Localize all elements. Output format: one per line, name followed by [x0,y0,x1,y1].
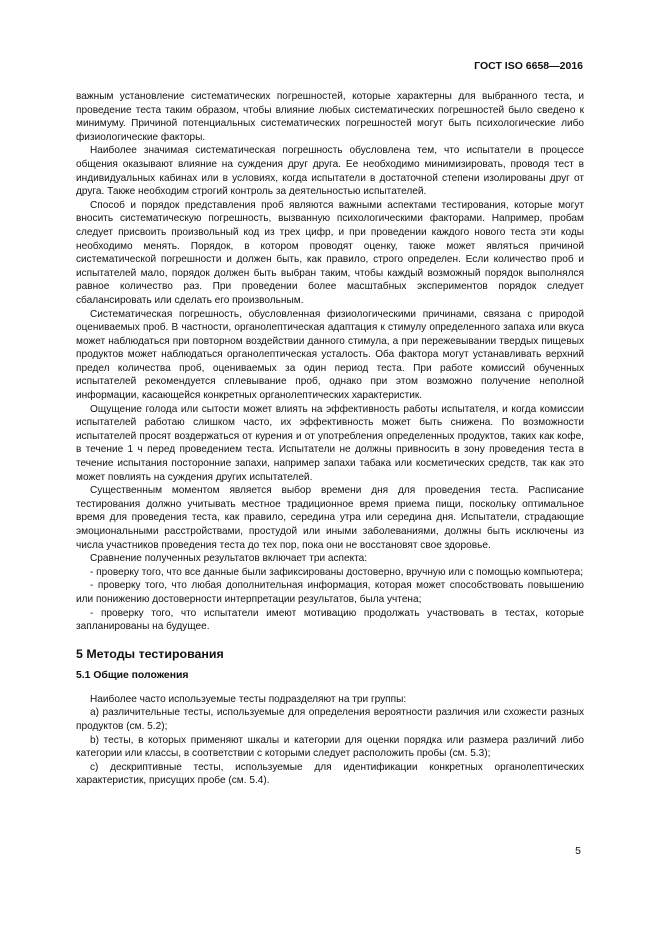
paragraph: Сравнение полученных результатов включает три аспекта: [90,553,368,565]
paragraph: Систематическая погрешность, обусловленная физиологическими причинами, связана с природой оцениваемых проб. В частности, органолептическая адаптация к стимулу определенного запаха или вкуса может наблюдаться при повторном воздействии данного стимула, а при пережевывании твердых пищевых продуктов может наблюдаться органолептическая усталость. Оба фактора могут устанавливать верхний предел количества проб, оцениваемых за один период теста. При работе комиссий обученных испытателей рекомендуется сплевывание проб, однако при этом возможно получение неполной информации, касающейся конкретных органолептических характеристик. [76,308,584,402]
list-item: c) дескриптивные тесты, используемые для идентификации конкретных органолептических характеристик, присущих пробе (см. 5.4). [76,761,584,787]
subsection-heading: 5.1 Общие положения [76,669,189,681]
list-item: - проверку того, что любая дополнительная информация, которая может способствовать повышению или понижению достоверности интерпретации результатов, была учтена; [76,580,584,605]
paragraph: важным установление систематических погрешностей, которые характерны для выбранного теста, и проведение теста таким образом, чтобы влияние любых систематических погрешностей было сведено к минимуму. Причиной потенциальных систематических погрешностей могут быть психологические либо физиологические факторы. [76,91,584,143]
paragraph: Ощущение голода или сытости может влиять на эффективность работы испытателя, и когда комиссии испытателей работаю слишком часто, их эффективность может быть снижена. По возможности испытателей просят воздержаться от курения и от употребления определенных продуктов, таких как кофе, в течение 1 ч перед проведением теста. Испытатели не должны привносить в зону проведения теста в течение испытания посторонние запахи, например запахи табака или косметических средств, так как это может повлиять на суждения других испытателей. [76,403,584,483]
paragraph: Наиболее часто используемые тесты подразделяют на три группы: [90,693,407,705]
document-body [76,90,584,788]
page-number: 5 [575,845,581,857]
list-item: - проверку того, что все данные были зафиксированы достоверно, вручную или с помощью компьютера; [90,566,584,578]
list-item: a) различительные тесты, используемые для определения вероятности различия или схожести разных продуктов (см. 5.2); [76,707,584,732]
paragraph: Способ и порядок представления проб являются важными аспектами тестирования, которые могут вносить систематическую погрешность, вызванную психологическими факторами. Например, пробам следует присвоить произвольный код из трех цифр, и при проведении каждого нового теста эти коды необходимо менять. Порядок, в котором проводят оценку, также может являться причиной систематической погрешности и должен быть, как правило, строго определен. Если количество проб и испытателей мало, порядок должен быть выбран таким, чтобы каждый возможный порядок выполнялся равное количество раз. При проведении более масштабных экспериментов порядок следует сбалансировать или сделать его произвольным. [76,199,584,306]
document-code-header: ГОСТ ISO 6658—2016 [474,60,583,72]
section-heading: 5 Методы тестирования [76,646,224,661]
paragraph: Наиболее значимая систематическая погрешность обусловлена тем, что испытатели в процессе общения оказывают влияние на суждения друг друга. Ее необходимо минимизировать, проводя тест в индивидуальных кабинах или в условиях, когда испытатели в достаточной степени изолированы друг от друга. Также необходим строгий контроль за деятельностью испытателей. [76,145,584,198]
paragraph: Существенным моментом является выбор времени дня для проведения теста. Расписание тестирования должно учитывать местное традиционное время приема пищи, поскольку оптимальное время для проведения теста, как правило, середина утра или середина дня. Испытатели, страдающие эмоциональными расстройствами, простудой или иными заболеваниями, должны быть исключены из числа участников проведения теста до тех пор, пока они не восстановят свое здоровье. [76,485,584,551]
list-item: - проверку того, что испытатели имеют мотивацию продолжать участвовать в тестах, которые запланированы на будущее. [76,607,584,633]
list-item: b) тесты, в которых применяют шкалы и категории для оценки порядка или размера различий либо категории или классы, в соответствии с которыми следует расположить пробы (см. 5.3); [76,734,584,760]
